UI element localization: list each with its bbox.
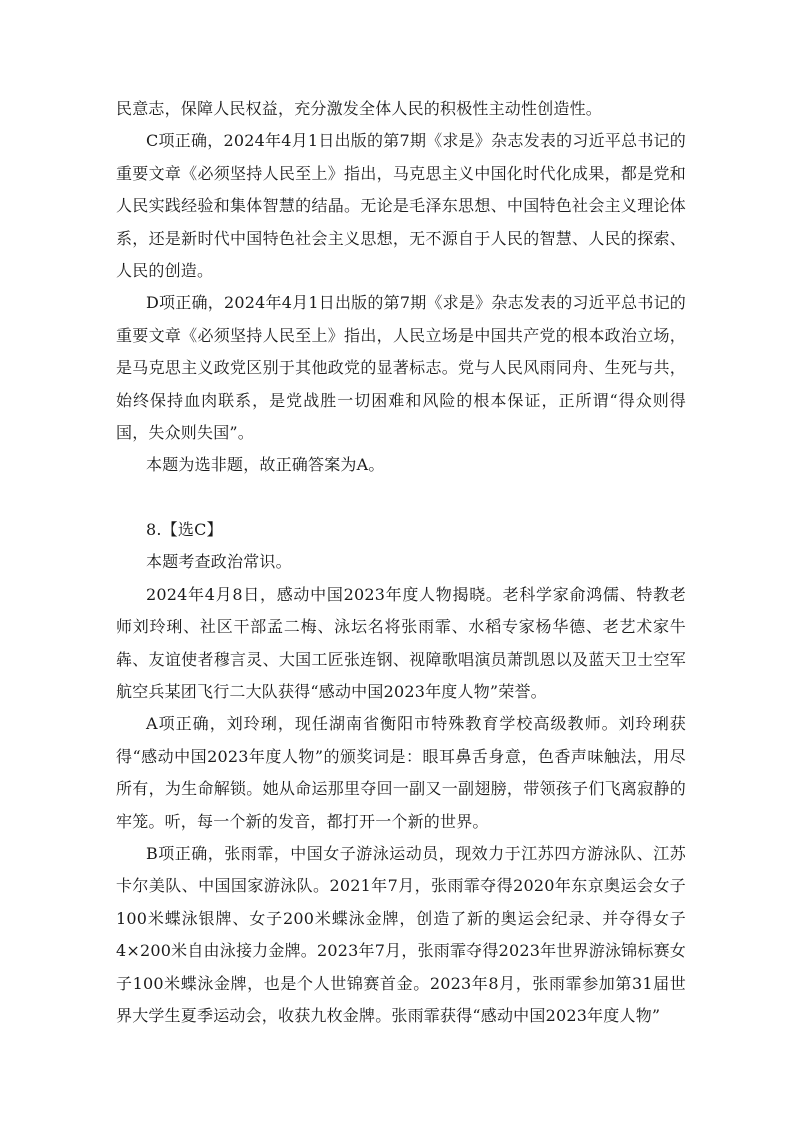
- paragraph-background: 2024年4月8日，感动中国2023年度人物揭晓。老科学家俞鸿儒、特教老师刘玲琍、社区干部孟二梅、泳坛名将张雨霏、水稻专家杨华德、老艺术家牛犇、友谊使者穆言灵、大国工匠张连钢、视障歌唱演员萧凯恩以及蓝天卫士空军航空兵某团飞行二大队获得“感动中国2023年度人物”荣誉。: [116, 584, 686, 701]
- paragraph-continuation: 民意志，保障人民权益，充分激发全体人民的积极性主动性创造性。: [116, 99, 603, 118]
- paragraph-option-c: C项正确，2024年4月1日出版的第7期《求是》杂志发表的习近平总书记的重要文章《必须坚持人民至上》指出，马克思主义中国化时代化成果，都是党和人民实践经验和集体智慧的结晶。无论是毛泽东思想、中国特色社会主义理论体系，还是新时代中国特色社会主义思想，无不源自于人民的智慧、人民的探索、人民的创造。: [116, 131, 686, 281]
- paragraph-option-b: B项正确，张雨霏，中国女子游泳运动员，现效力于江苏四方游泳队、江苏卡尔美队、中国国家游泳队。2021年7月，张雨霏夺得2020年东京奥运会女子100米蝶泳银牌、女子200米蝶泳金牌，创造了新的奥运会纪录、并夺得女子4×200米自由泳接力金牌。2023年7月，张雨霏夺得2023年世界游泳锦标赛女子100米蝶泳金牌，也是个人世锦赛首金。2023年8月，张雨霏参加第31届世界大学生夏季运动会，收获九枚金牌。张雨霏获得“感动中国2023年度人物”: [116, 843, 686, 1025]
- section-gap: [116, 482, 686, 514]
- paragraph-topic: 本题考查政治常识。: [146, 552, 292, 572]
- paragraph-option-d: D项正确，2024年4月1日出版的第7期《求是》杂志发表的习近平总书记的重要文章《必须坚持人民至上》指出，人民立场是中国共产党的根本政治立场，是马克思主义政党区别于其他政党的显著标志。党与人民风雨同舟、生死与共，始终保持血肉联系，是党战胜一切困难和风险的根本保证，正所谓“得众则得国，失众则失国”。: [116, 293, 686, 443]
- paragraph-option-a: A项正确，刘玲琍，现任湖南省衡阳市特殊教育学校高级教师。刘玲琍获得“感动中国2023年度人物”的颁奖词是：眼耳鼻舌身意，色香声味触法，用尽所有，为生命解锁。她从命运那里夺回一副又一副翅膀，带领孩子们飞离寂静的牢笼。听，每一个新的发音，都打开一个新的世界。: [116, 714, 686, 831]
- question-8-heading: 8.【选C】: [146, 519, 223, 539]
- paragraph-answer-7: 本题为选非题，故正确答案为A。: [146, 455, 385, 475]
- document-page: [116, 93, 686, 1032]
